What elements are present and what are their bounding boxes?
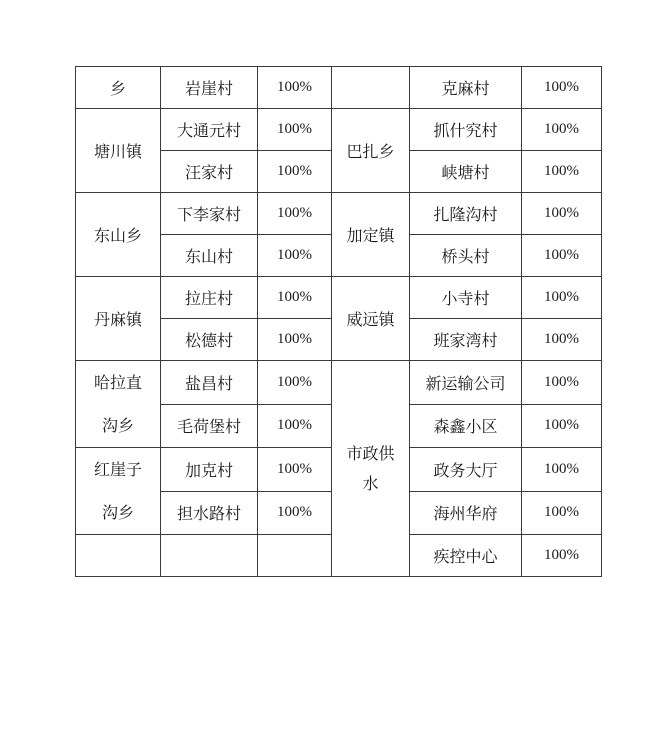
village-cell: 拉庄村 bbox=[161, 277, 258, 319]
village-cell: 疾控中心 bbox=[410, 535, 522, 577]
village-cell: 汪家村 bbox=[161, 151, 258, 193]
percent-cell: 100% bbox=[522, 193, 602, 235]
village-cell: 森鑫小区 bbox=[410, 404, 522, 448]
percent-cell: 100% bbox=[258, 151, 332, 193]
empty-cell bbox=[76, 535, 161, 577]
percent-cell: 100% bbox=[522, 361, 602, 405]
percent-cell: 100% bbox=[522, 448, 602, 492]
village-cell: 松德村 bbox=[161, 319, 258, 361]
village-cell: 加克村 bbox=[161, 448, 258, 492]
village-cell: 海州华府 bbox=[410, 491, 522, 535]
percent-cell: 100% bbox=[522, 491, 602, 535]
village-cell: 峡塘村 bbox=[410, 151, 522, 193]
village-cell: 班家湾村 bbox=[410, 319, 522, 361]
village-cell: 桥头村 bbox=[410, 235, 522, 277]
town-cell bbox=[76, 361, 161, 448]
percent-cell: 100% bbox=[522, 319, 602, 361]
table-row bbox=[76, 67, 602, 109]
table-row bbox=[76, 277, 602, 319]
percent-cell: 100% bbox=[258, 277, 332, 319]
percent-cell: 100% bbox=[258, 404, 332, 448]
village-cell: 小寺村 bbox=[410, 277, 522, 319]
coverage-table bbox=[75, 66, 602, 577]
percent-cell: 100% bbox=[258, 448, 332, 492]
town-cell: 塘川镇 bbox=[76, 109, 161, 193]
town-cell bbox=[332, 361, 410, 577]
empty-cell bbox=[258, 535, 332, 577]
village-cell: 大通元村 bbox=[161, 109, 258, 151]
percent-cell: 100% bbox=[522, 404, 602, 448]
village-cell: 东山村 bbox=[161, 235, 258, 277]
percent-cell: 100% bbox=[258, 109, 332, 151]
village-cell: 扎隆沟村 bbox=[410, 193, 522, 235]
town-label-line: 沟乡 bbox=[101, 503, 134, 522]
town-label-line: 红崖子 bbox=[93, 460, 142, 479]
village-cell: 抓什究村 bbox=[410, 109, 522, 151]
village-cell: 盐昌村 bbox=[161, 361, 258, 405]
village-cell: 克麻村 bbox=[410, 67, 522, 109]
village-cell: 新运输公司 bbox=[410, 361, 522, 405]
percent-cell: 100% bbox=[258, 491, 332, 535]
percent-cell: 100% bbox=[258, 235, 332, 277]
empty-town-cell bbox=[332, 67, 410, 109]
percent-cell: 100% bbox=[258, 361, 332, 405]
percent-cell: 100% bbox=[258, 319, 332, 361]
town-cell: 乡 bbox=[76, 67, 161, 109]
village-cell: 毛荷堡村 bbox=[161, 404, 258, 448]
percent-cell: 100% bbox=[258, 193, 332, 235]
town-cell bbox=[76, 448, 161, 535]
percent-cell: 100% bbox=[522, 235, 602, 277]
percent-cell: 100% bbox=[522, 277, 602, 319]
village-cell: 下李家村 bbox=[161, 193, 258, 235]
percent-cell: 100% bbox=[258, 67, 332, 109]
percent-cell: 100% bbox=[522, 535, 602, 577]
town-cell: 东山乡 bbox=[76, 193, 161, 277]
empty-cell bbox=[161, 535, 258, 577]
percent-cell: 100% bbox=[522, 109, 602, 151]
village-cell: 担水路村 bbox=[161, 491, 258, 535]
town-label-line: 市政供 bbox=[346, 443, 395, 463]
town-label-line: 哈拉直 bbox=[93, 373, 142, 392]
percent-cell: 100% bbox=[522, 151, 602, 193]
table-row bbox=[76, 193, 602, 235]
town-cell: 加定镇 bbox=[332, 193, 410, 277]
table-row bbox=[76, 109, 602, 151]
town-label-line: 沟乡 bbox=[101, 416, 134, 435]
table-row bbox=[76, 361, 602, 405]
town-label-line: 水 bbox=[362, 473, 379, 493]
village-cell: 政务大厅 bbox=[410, 448, 522, 492]
town-cell: 巴扎乡 bbox=[332, 109, 410, 193]
town-cell: 丹麻镇 bbox=[76, 277, 161, 361]
percent-cell: 100% bbox=[522, 67, 602, 109]
town-cell: 威远镇 bbox=[332, 277, 410, 361]
village-cell: 岩崖村 bbox=[161, 67, 258, 109]
